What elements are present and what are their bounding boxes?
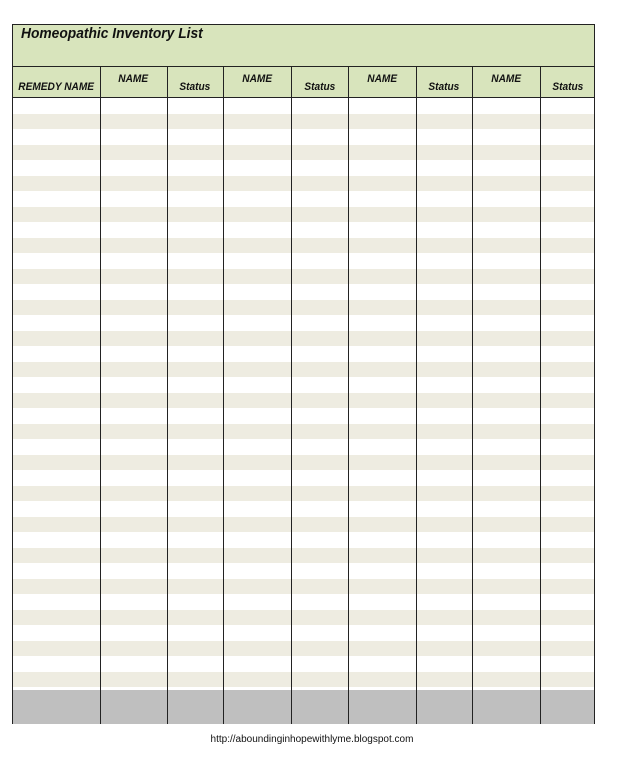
column-header-5: Status	[304, 81, 335, 93]
footer-url[interactable]: http://aboundinginhopewithlyme.blogspot.com	[210, 734, 414, 745]
column-header-9: Status	[552, 81, 583, 93]
column-header-3: Status	[179, 81, 211, 93]
column-rule-7	[472, 67, 473, 724]
inventory-sheet	[12, 24, 595, 724]
column-rule-5	[348, 67, 349, 724]
column-header-1: REMEDY NAME	[18, 81, 95, 93]
column-rule-6	[416, 67, 417, 724]
column-header-6: NAME	[367, 73, 397, 85]
column-header-7: Status	[428, 81, 460, 93]
column-header-4: NAME	[242, 73, 272, 85]
column-rule-4	[291, 67, 292, 724]
column-header-2: NAME	[118, 73, 149, 85]
column-header-8: NAME	[491, 73, 521, 85]
column-rule-3	[223, 67, 224, 724]
column-rule-1	[100, 67, 101, 724]
sheet-title: Homeopathic Inventory List	[21, 25, 203, 42]
column-rule-2	[167, 67, 168, 724]
column-rule-8	[540, 67, 541, 724]
title-band	[13, 25, 594, 67]
